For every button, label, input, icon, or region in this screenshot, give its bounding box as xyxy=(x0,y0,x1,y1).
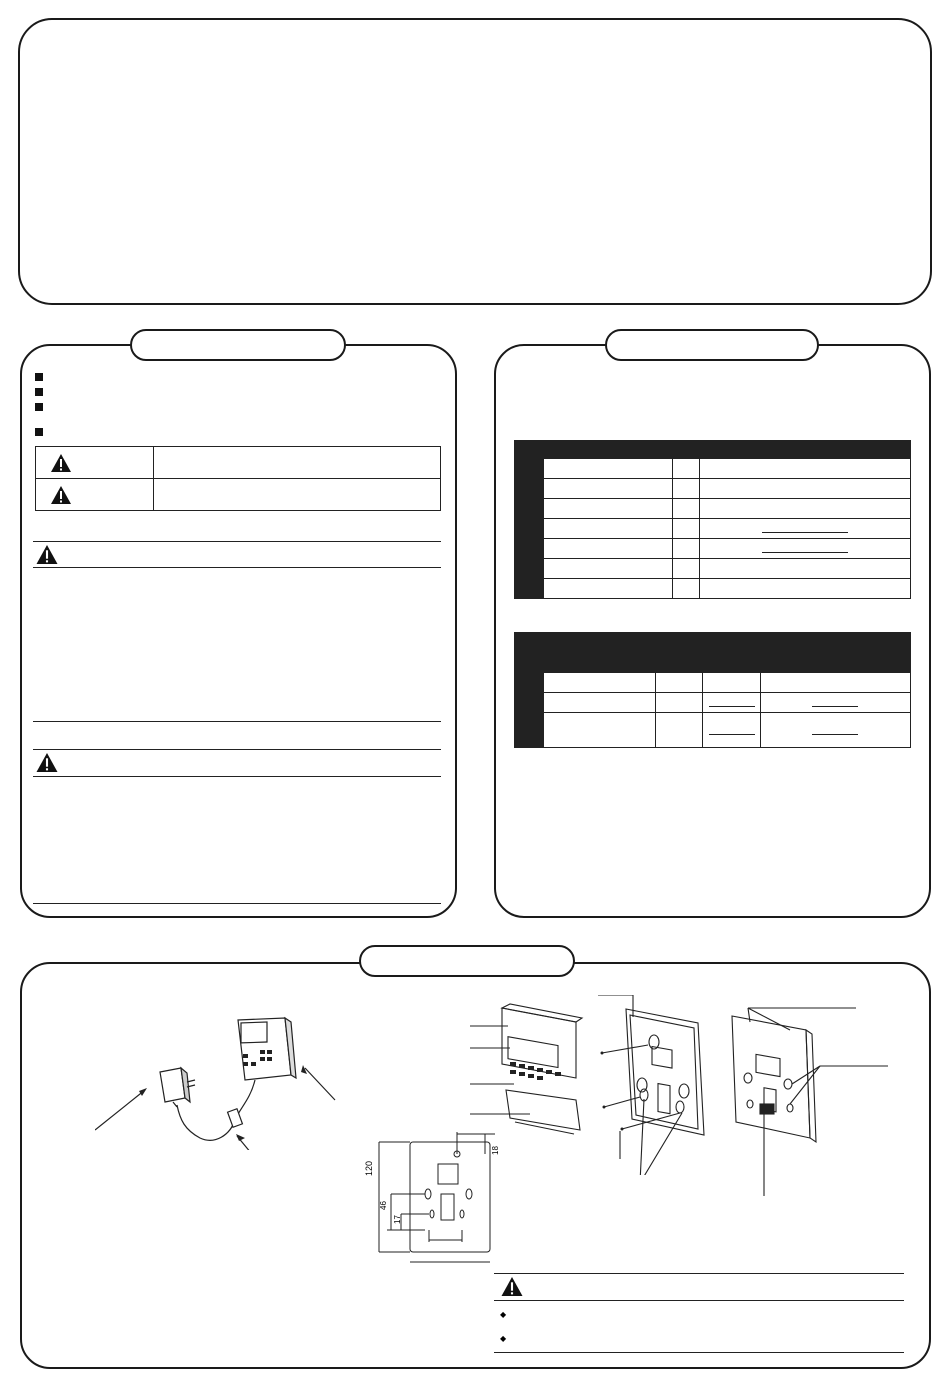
bullet-marker xyxy=(35,403,43,411)
dimension-120-label: 120 xyxy=(364,1160,374,1176)
controller-exploded-illustration xyxy=(470,1000,595,1150)
warning-triangle-icon xyxy=(50,453,72,473)
accessories-section-tab xyxy=(605,329,819,361)
table-row xyxy=(515,479,911,499)
install-caution-rule-bottom xyxy=(494,1352,904,1353)
caution-rule-bottom xyxy=(33,776,441,777)
warning-legend-box xyxy=(35,446,441,511)
caution-triangle-icon xyxy=(500,1276,524,1297)
header-cell xyxy=(760,633,910,673)
install-caution-rule-top xyxy=(494,1273,904,1274)
header-cell xyxy=(544,441,673,459)
safety-panel xyxy=(20,344,457,918)
table-row xyxy=(515,519,911,539)
installation-section-tab xyxy=(359,945,575,977)
bullet-marker xyxy=(35,373,43,381)
accessories-table xyxy=(514,440,911,599)
table-row xyxy=(515,539,911,559)
diamond-bullet-icon: ◆ xyxy=(500,1334,507,1343)
warning-rule-bottom xyxy=(33,567,441,568)
accessories-panel xyxy=(494,344,931,918)
warning-rule-top xyxy=(33,541,441,542)
header-cell xyxy=(703,648,760,673)
caution-rule-top xyxy=(33,749,441,750)
table-row xyxy=(515,713,911,748)
header-cell xyxy=(515,633,544,673)
table-header-row xyxy=(515,441,911,459)
header-cell xyxy=(656,633,761,648)
header-cell xyxy=(544,633,656,673)
wiring-table xyxy=(514,632,911,748)
caution-rule-end xyxy=(33,903,441,904)
diamond-bullet-icon: ◆ xyxy=(500,1310,507,1319)
warning-rule-end xyxy=(33,721,441,722)
table-header-row xyxy=(515,633,911,648)
header-cell xyxy=(700,441,911,459)
top-panel xyxy=(18,18,932,305)
table-row xyxy=(515,499,911,519)
dimension-18-label: 18 xyxy=(491,1146,500,1155)
header-cell xyxy=(515,441,544,459)
table-row xyxy=(515,693,911,713)
caution-triangle-icon xyxy=(35,752,59,773)
header-cell xyxy=(656,648,703,673)
bullet-marker xyxy=(35,428,43,436)
table-row xyxy=(515,673,911,693)
back-cover-rear-illustration xyxy=(720,1000,890,1200)
controller-with-adapter-illustration xyxy=(95,1010,355,1150)
mounting-plate-dimension-drawing xyxy=(365,1130,505,1270)
table-row xyxy=(515,559,911,579)
warning-triangle-icon xyxy=(35,544,59,565)
table-row xyxy=(515,459,911,479)
install-caution-rule-mid xyxy=(494,1300,904,1301)
back-cover-front-illustration xyxy=(598,995,708,1175)
caution-triangle-icon xyxy=(50,485,72,505)
dimension-17-label: 17 xyxy=(393,1215,402,1224)
safety-section-tab xyxy=(130,329,346,361)
bullet-marker xyxy=(35,388,43,396)
header-cell xyxy=(673,441,700,459)
legend-divider-h xyxy=(36,478,440,479)
table-row xyxy=(515,579,911,599)
dimension-46-label: 46 xyxy=(379,1201,388,1210)
